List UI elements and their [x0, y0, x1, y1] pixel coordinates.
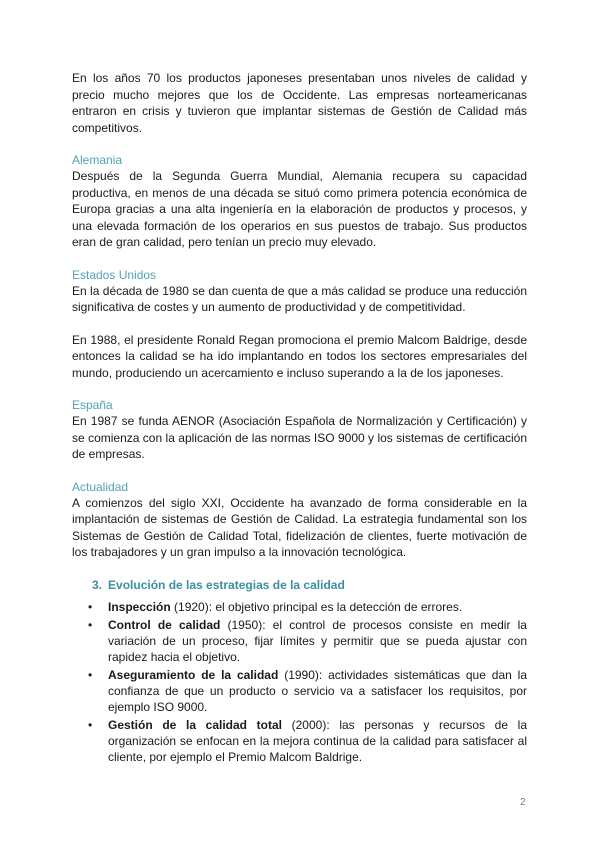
item-term: Gestión de la calidad total [108, 717, 282, 732]
strategies-title: Evolución de las estrategias de la calidad [108, 577, 345, 592]
item-year: (1990) [284, 667, 319, 682]
section-heading: Actualidad [72, 479, 129, 494]
item-text: : las personas y recursos de la organización se enfocan en la mejora continua de la calidad para satisfacer al cliente, por ejemplo el Premio Malcom Baldrige. [108, 717, 527, 764]
intro-paragraph: En los años 70 los productos japoneses presentaban unos niveles de calidad y precio mucho mejores que los de Occidente. Las empresas norteamericanas entraron en crisis y tuvieron que implantar sistemas de Gestión de Calidad más competitivos. [72, 71, 527, 135]
list-item [72, 667, 527, 715]
bullet-icon: • [88, 599, 93, 614]
section-heading: Alemania [72, 153, 123, 167]
section-paragraph: En 1987 se funda AENOR (Asociación Española de Normalización y Certificación) y se comienza con la aplicación de las normas ISO 9000 y los sistemas de certificación de empresas. [72, 414, 527, 461]
section-paragraph: A comienzos del siglo XXI, Occidente ha avanzado de forma considerable en la implantación de sistemas de Gestión de Calidad. La estrategia fundamental son los Sistemas de Gestión de Calidad Total, fidelización de clientes, fuerte motivación de los trabajadores y un gran impulso a la innovación tecnológica. [72, 495, 527, 559]
item-year: (2000) [291, 717, 327, 732]
section-paragraph: En la década de 1980 se dan cuenta de que a más calidad se produce una reducción significativa de costes y un aumento de productividad y de competitividad. [72, 283, 527, 314]
item-text: : el control de procesos consiste en medir la variación de un proceso, fijar límites y permitir que se pueda ajustar con rapidez hacia el objetivo. [108, 617, 527, 664]
item-text: : actividades sistemáticas que dan la confianza de que un producto o servicio va a satisfacer los requisitos, por ejemplo ISO 9000. [108, 667, 527, 714]
bullet-icon: • [88, 667, 93, 682]
section-actualidad [72, 479, 527, 561]
section-heading: Estados Unidos [72, 267, 157, 282]
section-alemania [72, 152, 527, 251]
item-text: : el objetivo principal es la detección de errores. [208, 599, 463, 614]
section-heading: España [72, 398, 113, 412]
item-term: Control de calidad [108, 617, 221, 632]
strategies-number: 3. [92, 577, 103, 592]
strategies-list [72, 599, 527, 765]
bullet-icon: • [88, 617, 93, 632]
list-item [72, 599, 527, 615]
item-year: (1920) [174, 599, 209, 614]
strategies-heading [92, 577, 527, 593]
item-term: Inspección [108, 599, 171, 614]
bullet-icon: • [88, 717, 93, 732]
section-paragraph: En 1988, el presidente Ronald Regan promociona el premio Malcom Baldrige, desde entonces la calidad se ha ido implantando en todos los sectores empresariales del mundo, produciendo un acercamiento e incluso superando a la de los japoneses. [72, 332, 527, 380]
list-item [72, 617, 527, 665]
list-item [72, 717, 527, 765]
section-paragraph: Después de la Segunda Guerra Mundial, Alemania recupera su capacidad productiva, en menos de una década se situó como primera potencia económica de Europa gracias a una alta ingeniería en la elaboración de productos y procesos, y una elevada formación de los operarios en sus puestos de trabajo. Sus productos eran de gran calidad, pero tenían un precio muy elevado. [72, 169, 527, 249]
document-body [72, 70, 527, 767]
item-year: (1950) [227, 617, 263, 632]
section-estados-unidos [72, 267, 527, 382]
section-espana [72, 397, 527, 463]
item-term: Aseguramiento de la calidad [108, 667, 279, 682]
page-number: 2 [520, 797, 526, 808]
